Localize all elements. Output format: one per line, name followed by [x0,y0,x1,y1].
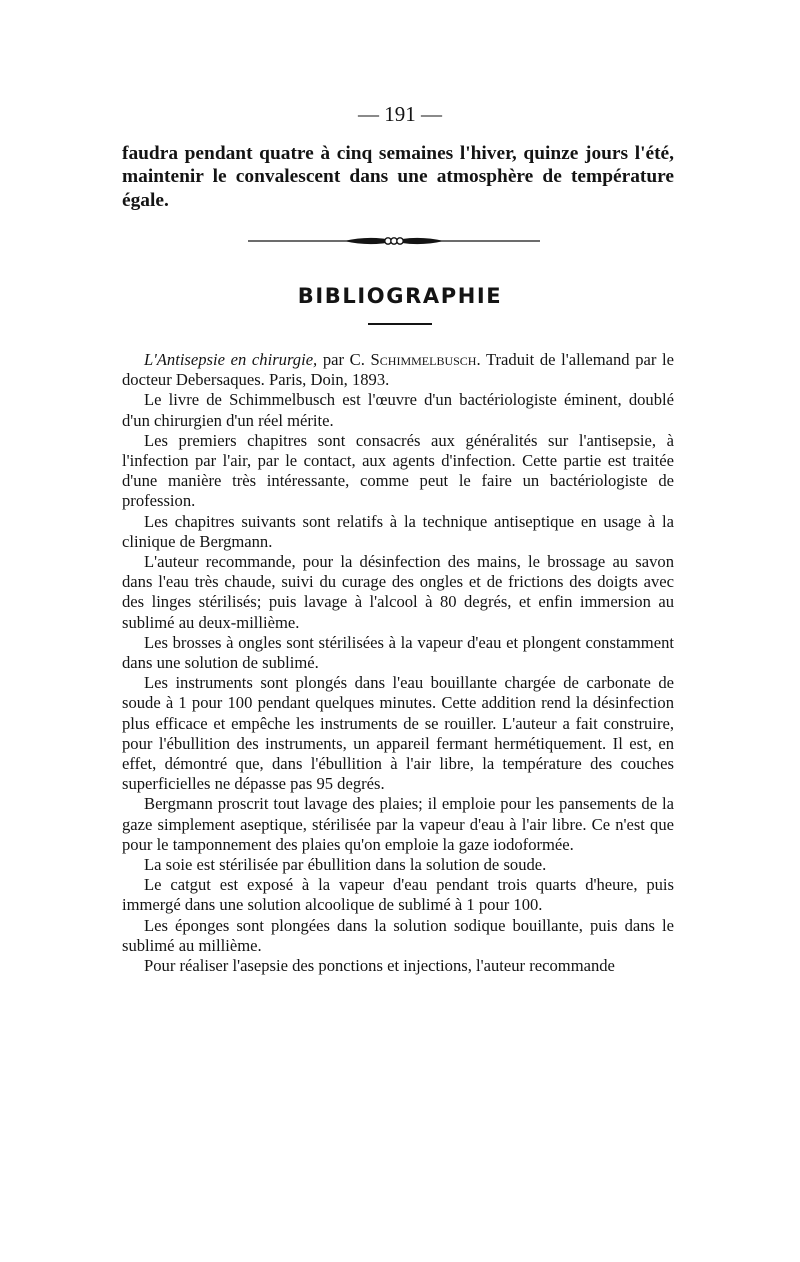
paragraph: Pour réaliser l'asepsie des ponctions et injections, l'auteur recommande [144,956,615,976]
heading-rule [368,323,432,325]
paragraph: L'auteur recommande, pour la désinfection des mains, le brossage au savon dans l'eau très chaude, suivi du curage des ongles et de frictions des doigts avec des linges stérilisés; puis lavage à l'alcool à 80 degrés, et enfin immersion au sublimé au deux-millième. [122,552,674,632]
paragraph: Les brosses à ongles sont stérilisées à la vapeur d'eau et plongent constamment dans une solution de sublimé. [122,632,674,673]
paragraph: Bergmann proscrit tout lavage des plaies; il emploie pour les pansements de la gaze simplement aseptique, stérilisée par la vapeur d'eau à l'air libre. Ce n'est que pour le tamponnement des plaies qu'on emploie la gaze iodoformée. [122,794,674,854]
ornamental-rule [248,232,540,244]
citation-details: Traduit de l'allemand par le docteur Debersaques. Paris, Doin, 1893. [122,350,674,390]
citation-title: L'Antisepsie en chirurgie, [144,350,318,369]
citation-entry [122,350,674,390]
page-number: — 191 — [358,102,442,126]
intro-text: faudra pendant quatre à cinq semaines l'hiver, quinze jours l'été, maintenir le convalescent dans une atmosphère de température égale. [122,143,674,211]
section-heading: BIBLIOGRAPHIE [297,284,503,308]
paragraph: Le livre de Schimmelbusch est l'œuvre d'un bactériologiste éminent, doublé d'un chirurgien d'un réel mérite. [122,390,674,430]
paragraph: Les premiers chapitres sont consacrés aux généralités sur l'antisepsie, à l'infection par l'air, par le contact, aux agents d'infection. Cette partie est traitée d'une manière très intéressante, comme peut le faire un bactériologiste de profession. [122,430,674,511]
paragraph: Le catgut est exposé à la vapeur d'eau pendant trois quarts d'heure, puis immergé dans une solution alcoolique de sublimé à 1 pour 100. [122,875,674,915]
citation-par: par C. [322,350,365,369]
intro-paragraph [122,142,674,212]
bibliography-body [122,350,674,976]
citation-author: Schimmelbusch. [370,350,481,369]
paragraph: La soie est stérilisée par ébullition dans la solution de soude. [144,855,547,875]
paragraph: Les chapitres suivants sont relatifs à la technique antiseptique en usage à la clinique de Bergmann. [122,511,674,551]
paragraph: Les instruments sont plongés dans l'eau bouillante chargée de carbonate de soude à 1 pour 100 pendant quelques minutes. Cette addition rend la désinfection plus efficace et empêche les instruments de se rouiller. L'auteur a fait construire, pour l'ébullition des instruments, un appareil fermant hermétiquement. Il est, en effet, démontré que, dans l'ébullition à l'air libre, la température des couches superficielles ne dépasse pas 95 degrés. [122,673,674,794]
ornament-icon [248,235,540,247]
paragraph: Les éponges sont plongées dans la solution sodique bouillante, puis dans le sublimé au millième. [122,915,674,955]
